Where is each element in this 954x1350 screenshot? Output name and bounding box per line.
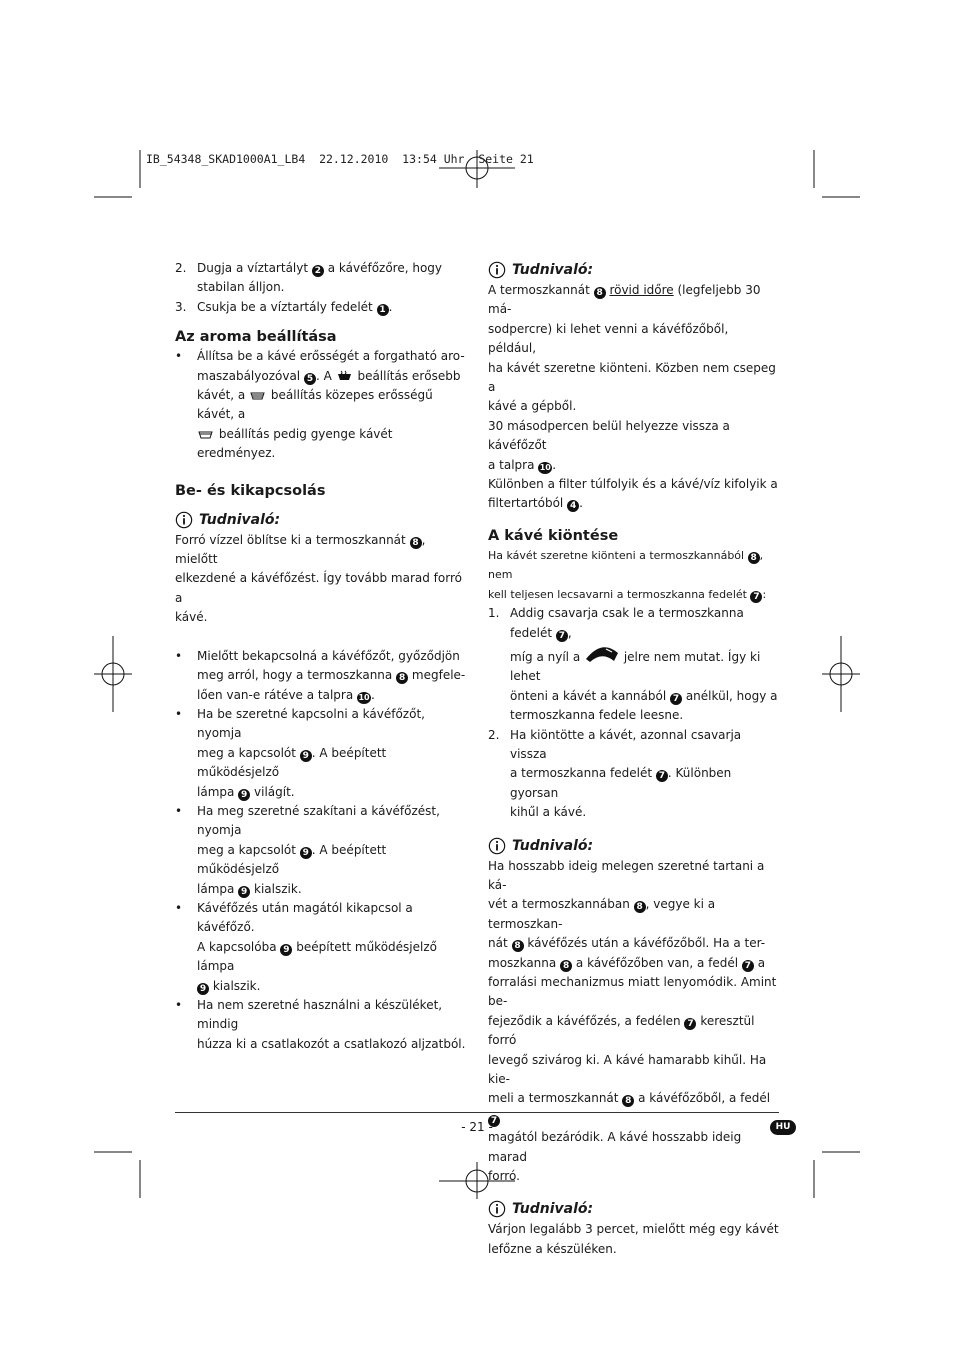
part-badge: 10 — [358, 692, 370, 702]
text: Ha be szeretné kapcsolni a kávéfőzőt, nyomja — [197, 706, 425, 741]
part-badge: 10 — [539, 462, 551, 472]
text: beállítás pedig gyenge kávét eredményez. — [197, 426, 393, 461]
text: keresztül forró — [488, 1013, 755, 1048]
text: Kávéfőzés után magától kikapcsol a kávéfőző. — [197, 900, 413, 935]
language-badge: HU — [770, 1120, 796, 1135]
part-badge: 9 — [238, 789, 250, 801]
text: kialszik. — [212, 978, 261, 993]
pour-step-2 — [488, 726, 780, 823]
text: kávé. — [175, 610, 208, 625]
text: Mielőtt bekapcsolná a kávéfőzőt, győződjön — [197, 648, 460, 663]
text: termoszkanna fedele leesne. — [510, 708, 684, 723]
info-icon — [488, 1200, 506, 1218]
text: a kávéfőzőre, hogy — [327, 261, 443, 275]
info-icon — [175, 511, 193, 529]
left-column — [175, 259, 468, 1054]
text: lefőzne a készüléken. — [488, 1241, 617, 1256]
text: : — [762, 587, 767, 601]
mild-aroma-icon — [197, 428, 215, 440]
text: Tudnivaló: — [199, 511, 281, 528]
text: , vegye ki a termoszkan- — [488, 897, 716, 931]
part-badge: 8 — [748, 552, 760, 564]
text: 30 másodpercen belül helyezze vissza a kávéfőzőt — [488, 418, 730, 453]
text: jelre nem mutat. Így ki lehet — [510, 649, 761, 684]
text: filtertartóból — [488, 496, 564, 511]
part-badge: 8 — [634, 901, 646, 913]
part-badge: 8 — [594, 287, 606, 299]
part-badge: 7 — [556, 630, 568, 642]
text: . A beépített működésjelző — [197, 745, 387, 780]
print-slug: IB_54348_SKAD1000A1_LB4 22.12.2010 13:54 Uhr Seite 21 — [146, 152, 534, 166]
text: , — [567, 625, 572, 640]
text: moszkanna — [488, 955, 557, 970]
underlined-text: rövid időre — [609, 283, 674, 297]
text: elkezdené a kávéfőzést. Így tovább marad forró a — [175, 571, 462, 605]
text: beállítás közepes erősségű kávét, a — [197, 388, 433, 422]
text: A kapcsolóba — [197, 939, 277, 954]
text: Ha hosszabb ideig melegen szeretné tartani a ká- — [488, 858, 765, 892]
part-badge: 7 — [742, 960, 754, 972]
bullet: • — [175, 349, 183, 364]
text: . — [552, 457, 557, 472]
part-badge: 7 — [684, 1018, 696, 1030]
part-badge: 5 — [304, 373, 316, 385]
bullet-item — [175, 996, 468, 1054]
text: , nem — [488, 548, 764, 582]
part-badge: 9 — [300, 847, 312, 859]
text: stabilan álljon. — [197, 280, 285, 295]
text: Addig csavarja csak le a termoszkanna fedelét — [510, 606, 744, 640]
text: a kávéfőzőből, a fedél — [638, 1091, 771, 1106]
text: magától bezáródik. A kávé hosszabb ideig marad — [488, 1130, 742, 1164]
aroma-bullet — [175, 347, 468, 463]
part-badge: 4 — [567, 500, 579, 512]
text: forralási mechanizmus miatt lenyomódik. Amint be- — [488, 975, 777, 1009]
text: Forró vízzel öblítse ki a termoszkannát — [175, 532, 406, 547]
text: kialszik. — [254, 881, 302, 896]
onoff-heading: Be- és kikapcsolás — [175, 482, 326, 499]
text: ha kávét szeretne kiönteni. Közben nem csepeg a — [488, 360, 776, 395]
text: a talpra — [488, 457, 535, 472]
part-badge: 9 — [280, 944, 292, 956]
bullet-item — [175, 647, 468, 705]
part-badge: 7 — [656, 770, 668, 782]
text: Állítsa be a kávé erősségét a forgatható aro- — [197, 349, 465, 364]
text: világít. — [254, 784, 295, 799]
text: Ha kiöntötte a kávét, azonnal csavarja vissza — [510, 727, 742, 761]
text: . — [371, 687, 375, 702]
part-badge: 7 — [750, 591, 762, 603]
bullet: • — [175, 648, 183, 663]
part-badge: 7 — [670, 693, 682, 705]
text: míg a nyíl a — [510, 649, 581, 664]
text: . Különben gyorsan — [510, 766, 732, 800]
text: . A beépített működésjelző — [197, 842, 387, 877]
text: levegő szivárog ki. A kávé hamarabb kihűl. Ha kie- — [488, 1052, 767, 1087]
note-title — [488, 259, 780, 281]
text: . A — [315, 368, 332, 383]
text: Csukja be a víztartály fedelét — [197, 299, 373, 314]
part-badge: 9 — [238, 886, 250, 898]
text: önteni a kávét a kannából — [510, 688, 667, 703]
note-title — [488, 835, 780, 857]
text: sodpercre) ki lehet venni a kávéfőzőből, például, — [488, 321, 729, 356]
text: meli a termoszkannát — [488, 1091, 619, 1106]
text: kávéfőzés után a kávéfőzőből. Ha a ter- — [527, 936, 766, 951]
part-badge: 8 — [622, 1095, 634, 1107]
medium-aroma-icon — [249, 389, 267, 401]
bullet: • — [175, 803, 183, 818]
text: lámpa — [197, 784, 235, 799]
right-column — [488, 259, 780, 1259]
text: Tudnivaló: — [512, 1201, 594, 1218]
note-title — [488, 1198, 780, 1220]
text: a — [757, 955, 766, 970]
text: meg a kapcsolót — [197, 745, 296, 760]
step-number: 2. — [175, 261, 187, 275]
text: Tudnivaló: — [512, 837, 594, 854]
aroma-heading: Az aroma beállítása — [175, 329, 337, 346]
text: nát — [488, 936, 508, 951]
pour-heading: A kávé kiöntése — [488, 527, 619, 544]
text: kihűl a kávé. — [510, 805, 587, 820]
pour-step-1 — [488, 604, 780, 725]
text: , mielőtt — [175, 532, 426, 567]
text: anélkül, hogy a — [685, 688, 778, 703]
text: lően van-e rátéve a talpra — [197, 687, 354, 702]
text: Tudnivaló: — [512, 262, 594, 278]
part-badge: 8 — [410, 537, 422, 549]
bullet: • — [175, 998, 183, 1012]
text: a kávéfőzőben van, a fedél — [575, 955, 739, 970]
text: forró. — [488, 1169, 520, 1184]
text: Ha meg szeretné szakítani a kávéfőzést, nyomja — [197, 803, 440, 838]
bullet: • — [175, 706, 183, 721]
part-badge: 1 — [377, 304, 389, 316]
part-badge: 9 — [300, 750, 312, 762]
strong-aroma-icon — [336, 370, 354, 382]
text: fejeződik a kávéfőzés, a fedélen — [488, 1013, 681, 1028]
text: beépített működésjelző lámpa — [197, 939, 437, 974]
part-badge: 9 — [197, 983, 209, 995]
step-number: 1. — [488, 606, 500, 621]
text: . — [579, 496, 583, 511]
text: Dugja a víztartályt — [197, 261, 309, 275]
bullet: • — [175, 900, 183, 915]
bullet-item — [175, 705, 468, 802]
text: lámpa — [197, 881, 235, 896]
step-number: 2. — [488, 727, 500, 742]
info-icon — [488, 261, 506, 279]
part-badge: 2 — [312, 265, 324, 277]
text: kávé a gépből. — [488, 399, 577, 414]
text: beállítás erősebb — [357, 368, 461, 383]
footer-rule — [175, 1112, 779, 1113]
text: kávét, a — [197, 388, 246, 403]
part-badge: 8 — [560, 960, 572, 972]
text: húzza ki a csatlakozót a csatlakozó aljzatból. — [197, 1036, 466, 1051]
text: meg arról, hogy a termoszkanna — [197, 668, 393, 683]
part-badge: 8 — [396, 672, 408, 684]
step-3 — [175, 298, 468, 317]
text: (legfeljebb 30 má- — [488, 283, 761, 317]
text: megfele- — [411, 668, 466, 683]
text: Különben a filter túlfolyik és a kávé/víz kifolyik a — [488, 477, 778, 492]
note-title — [175, 509, 468, 531]
text: kell teljesen lecsavarni a termoszkanna fedelét — [488, 587, 747, 601]
bullet-item — [175, 802, 468, 899]
pour-symbol-icon — [584, 643, 620, 663]
step-number: 3. — [175, 299, 187, 314]
info-icon — [488, 837, 506, 855]
text: maszabályozóval — [197, 368, 301, 383]
text: a termoszkanna fedelét — [510, 766, 653, 781]
text: Ha nem szeretné használni a készüléket, mindig — [197, 998, 443, 1032]
text: A termoszkannát — [488, 283, 590, 297]
bullet-item — [175, 899, 468, 996]
text: vét a termoszkannában — [488, 897, 630, 912]
part-badge: 7 — [488, 1115, 500, 1127]
text: Ha kávét szeretne kiönteni a termoszkannából — [488, 548, 745, 562]
step-2 — [175, 259, 468, 298]
page-number: - 21 - — [461, 1120, 493, 1134]
part-badge: 8 — [512, 940, 524, 952]
text: . — [388, 299, 393, 314]
text: meg a kapcsolót — [197, 842, 296, 857]
text: Várjon legalább 3 percet, mielőtt még egy kávét — [488, 1222, 779, 1237]
